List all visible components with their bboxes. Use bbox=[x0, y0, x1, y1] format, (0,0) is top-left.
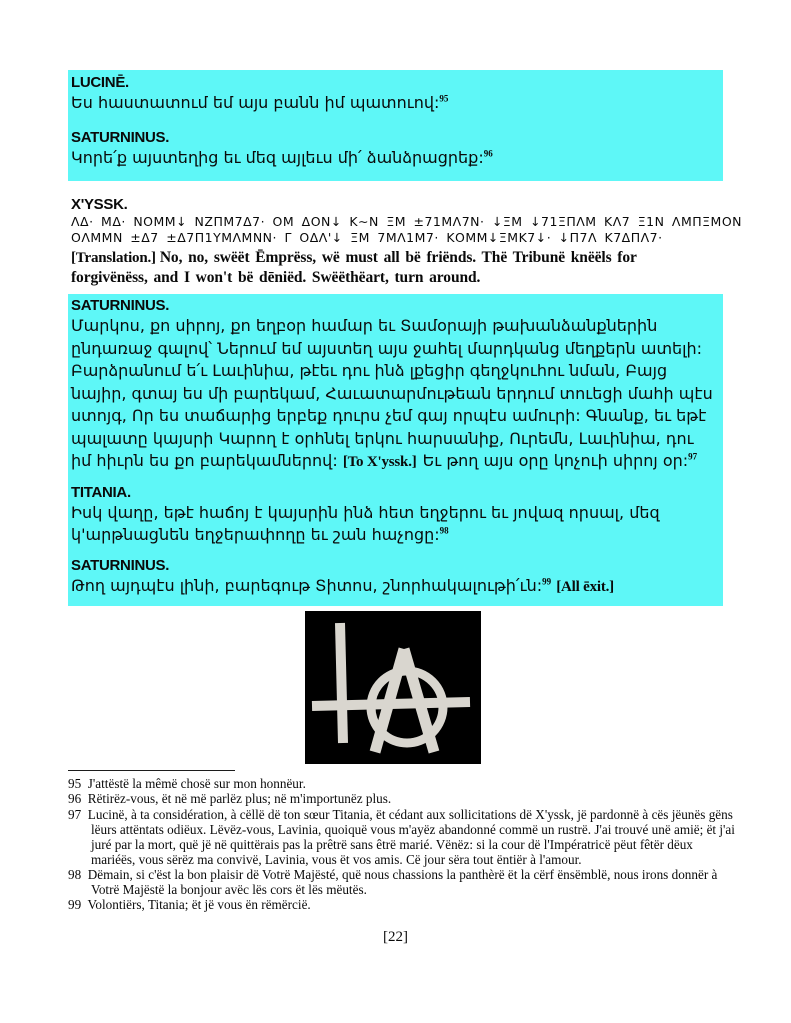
speech-titania-text bbox=[71, 502, 717, 547]
footnote-number: 97 bbox=[68, 806, 82, 822]
footnote-97 bbox=[68, 808, 740, 868]
speech-text: Թող այդպէս լինի, բարեգութ Տիտոս, շնորհակալութի՛ւն: bbox=[71, 575, 543, 595]
footnote-99 bbox=[68, 898, 740, 913]
page-number: [22] bbox=[383, 929, 408, 945]
speech-lucine-text bbox=[71, 92, 717, 115]
footnote-ref-96: 96 bbox=[483, 148, 493, 159]
cross-vertical-tape bbox=[340, 623, 343, 743]
footnotes-section bbox=[68, 777, 740, 914]
translation-body: No, no, swëët Ēmprëss, wë must all bë friënds. Thë Tribunë knëëls for forgivënëss, and I won't bë dēniëd. Swëëthëart, turn around. bbox=[71, 249, 637, 286]
footnote-number: 96 bbox=[68, 791, 82, 807]
speaker-xyssk: X'YSSK. bbox=[71, 196, 128, 213]
footnote-number: 99 bbox=[68, 897, 82, 913]
speaker-titania: TITANIA. bbox=[71, 483, 131, 501]
speaker-saturninus-1: SATURNINUS. bbox=[71, 128, 170, 146]
alien-glyph-line-1: ΛΔ· ΜΔ· ΝΟΜΜ↓ ΝΖΠΜ7Δ7· ΟΜ ΔΟΝ↓ Κ∼Ν ΞΜ ±71ΜΛ7Ν· ↓ΞΜ ↓71ΞΠΛΜ ΚΛ7 Ξ1Ν ΛΜΠΞΜΟΝ bbox=[71, 214, 743, 229]
speech-text: Կորե՛ք այստեղից եւ մեզ այլեւս մի՛ ձանձրացրեք: bbox=[71, 147, 484, 167]
speech-saturninus-1-text bbox=[71, 147, 717, 170]
spacer bbox=[71, 115, 717, 129]
footnote-text: Rëtirëz-vous, ët në më parlëz plus; në m'importunëz plus. bbox=[87, 791, 392, 807]
speech-text: Ես հաստատում եմ այս բանն իմ պատուով: bbox=[71, 93, 440, 112]
translation-text bbox=[71, 248, 717, 287]
taped-anarchy-symbol-image bbox=[305, 611, 481, 764]
footnote-98 bbox=[68, 868, 740, 898]
speaker-saturninus-3: SATURNINUS. bbox=[71, 556, 170, 574]
anarchy-symbol-svg bbox=[305, 611, 481, 764]
highlighted-speech-block-1 bbox=[68, 70, 723, 181]
translation-label: [Translation.] bbox=[71, 250, 156, 266]
spacer bbox=[71, 474, 717, 484]
footnote-number: 95 bbox=[68, 776, 82, 791]
footnote-ref-97: 97 bbox=[688, 451, 698, 462]
alien-glyph-line-2: ΟΛΜΜΝ ±Δ7 ±Δ7Π1ΥΜΛΜΝΝ· Γ ΟΔΛ'↓ ΞΜ 7ΜΛ1Μ7· ΚΟΜΜ↓ΞΜΚ7↓· ↓Π7Λ Κ7ΔΠΛ7· bbox=[71, 230, 663, 245]
speaker-lucine: LUCINĒ. bbox=[71, 74, 129, 91]
xyssk-speech-block bbox=[68, 192, 743, 287]
footnote-text: J'attëstë la mêmë chosë sur mon honnëur. bbox=[87, 776, 306, 791]
speaker-saturninus-2: SATURNINUS. bbox=[71, 297, 170, 314]
footnote-text: Lucinë, à ta considération, à cëllë dë ton sœur Titania, ët cédant aux sollicitations dë X'yssk, jë pardonnë à cës jëunës gëns lëurs attëntats odiëux. Lëvëz-vous, Lavinia, quoiquë vous m'ayëz abandonné commë un rustrë. J'ai trouvé unë amië; ët j'ai juré par la mort, quë jë në quittërais pas la prêtrë sans êtrë marié. Vënëz: si la cour dë l'Impératricë pëut fêtër dëux mariéës, vous sërëz ma convivë, Lavinia, vous ët vos amis. Cë jour sëra tout ëntiër à l'amour. bbox=[87, 806, 735, 867]
spacer bbox=[71, 547, 717, 557]
footnote-96 bbox=[68, 792, 740, 807]
speech-text: Մարկոս, քո սիրոյ, քո եղբօր համար եւ Տամօրայի թախանձանքներին ընդառաջ գալով՝ Ներում եմ այստեղ այս ջահել մարդկանց մեղքերն ատելի: Բարձրանում ե՛ւ Լաւինիա, թէեւ դու ինձ լքեցիր գեղջկուհու նման, Բայց նայիր, գտայ ես մի բարեկամ, Հաւատարմութեան երդում տուեցի մահի պէս ստոյգ, Որ ես տաճարից երբեք դուրս չեմ գայ որպէս ամուրի: Գնանք, եւ եթէ պալատը կայսրի Կարող է օրհնել երկու հարսանիք, Ուրեմն, Լաւինիա, դու իմ հիւրն ես քո բարեկամներով: bbox=[71, 316, 713, 470]
footnote-ref-99: 99 bbox=[542, 576, 552, 587]
footnote-number: 98 bbox=[68, 866, 82, 882]
footnote-95 bbox=[68, 777, 740, 792]
highlighted-speech-block-2 bbox=[68, 294, 723, 606]
speech-text-after-stage: Եւ թող այս օրը կոչուի սիրոյ օր: bbox=[422, 451, 689, 470]
footnote-ref-95: 95 bbox=[439, 93, 449, 104]
speech-saturninus-3-text bbox=[71, 575, 717, 599]
footnote-ref-98: 98 bbox=[439, 525, 449, 536]
footnote-text: Volontiërs, Titania; ët jë vous ën rëmërcië. bbox=[87, 897, 311, 913]
stage-direction-to-xyssk: [To X'yssk.] bbox=[342, 454, 417, 470]
footnote-separator-rule bbox=[68, 770, 235, 771]
speech-text: Իսկ վաղը, եթէ հաճոյ է կայսրին ինձ հետ եղջերու եւ յովազ որսալ, մեզ կ'արթնացնեն եղջերափողը եւ շան հաչոցը: bbox=[71, 502, 660, 544]
footnote-text: Dëmain, si c'ëst la bon plaisir dë Votrë Majësté, quë nous chassions la panthèrë ët la cërf ënsëmblë, nous irons donnër à Votrë Majëstë la bonjour avëc lës cors ët lës mëutës. bbox=[87, 866, 718, 897]
stage-direction-all-exit: [All ēxit.] bbox=[556, 578, 614, 595]
speech-saturninus-2-text bbox=[71, 315, 717, 474]
